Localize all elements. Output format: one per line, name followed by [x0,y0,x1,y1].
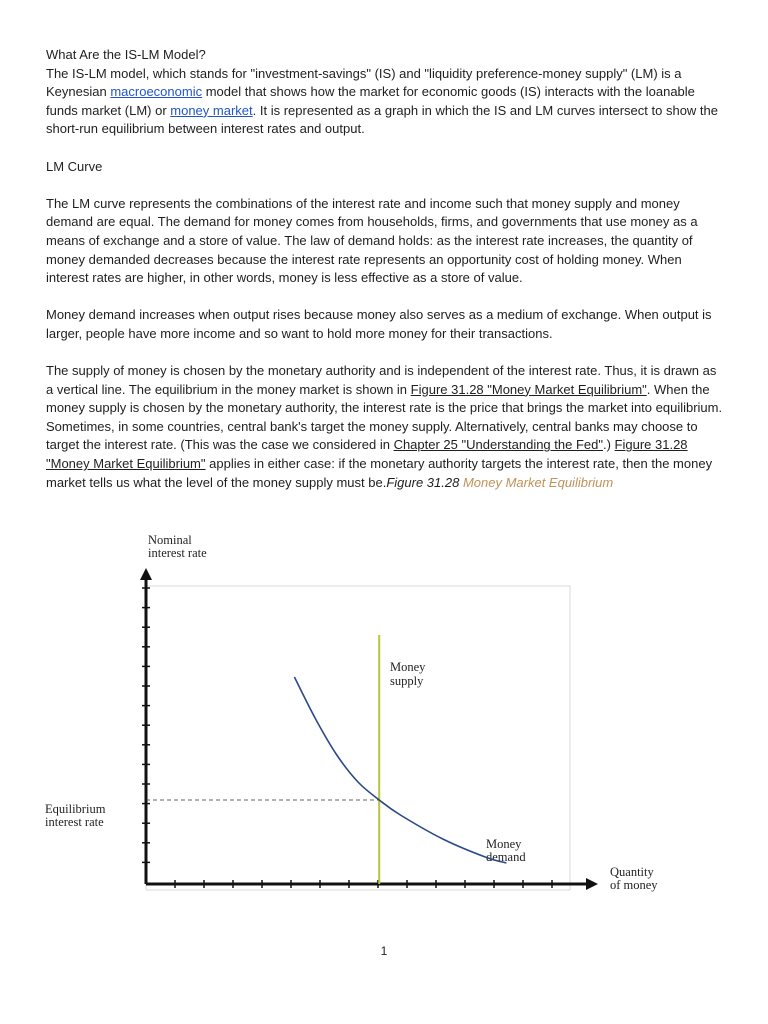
equilibrium-label-line-1: Equilibrium [45,802,106,816]
section-title: LM Curve [46,158,103,174]
money-demand-label-line-2: demand [486,850,526,864]
equilibrium-label-line-2: interest rate [45,815,104,829]
figure-label: Figure 31.28 [386,474,460,490]
money-market-chart [40,530,730,910]
lm-paragraph-3 [46,362,726,492]
page-heading: What Are the IS-LM Model? [46,47,206,62]
y-axis-arrow [140,568,152,580]
p3-text-3: .) [602,437,615,453]
p3-text-2: . When the money supply is chosen by the monetary authority, the interest rate is the price that brings the market into equilibrium. Sometimes, in some countries, central bank's target the money supply. Alternatively, central banks may choose to target the interest rate. (This was the case we considered in [46,381,723,453]
x-axis-label-line-1: Quantity [610,865,654,879]
y-axis-label-line-1: Nominal [148,533,192,547]
figure-link-2[interactable]: Figure 31.28 "Money Market Equilibrium" [46,437,688,472]
lm-paragraph-1: The LM curve represents the combinations of the interest rate and income such that money supply and money demand are equal. The demand for money comes from households, firms, and governments that use money as a means of exchange and a store of value. The law of demand holds: as the interest rate increases, the quantity of money demanded decreases because the interest rate represents an opportunity cost of holding money. When interest rates are higher, in other words, money is less effective as a store of value. [46,195,698,286]
money-supply-label-line-2: supply [390,674,424,688]
figure-link-1[interactable]: Figure 31.28 "Money Market Equilibrium" [410,381,647,397]
money-supply-label-line-1: Money [390,660,426,674]
chapter-25-link[interactable]: Chapter 25 "Understanding the Fed" [393,437,603,453]
intro-text-2: model that shows how the market for economic goods (IS) interacts with the loanable funds market (LM) or [46,84,695,118]
money-market-link[interactable]: money market [170,102,253,118]
p3-text-4: applies in either case: if the monetary authority targets the interest rate, then the money market tells us what the level of the money supply must be. [46,456,713,490]
page-number: 1 [380,944,388,958]
macroeconomic-link[interactable]: macroeconomic [110,84,203,100]
chart-svg [40,530,730,910]
intro-text-1: The IS-LM model, which stands for "investment-savings" (IS) and "liquidity preference-money supply" (LM) is a Keynesian [46,65,682,100]
x-axis-label-line-2: of money [610,878,658,892]
x-axis-arrow [586,878,598,890]
figure-title: Money Market Equilibrium [459,474,614,490]
money-demand-label-line-1: Money [486,837,522,851]
intro-paragraph [46,65,726,139]
lm-paragraph-2: Money demand increases when output rises because money also serves as a medium of exchange. When output is larger, people have more income and so want to hold more money for their transactions. [46,307,712,341]
p3-text-1: The supply of money is chosen by the monetary authority and is independent of the interest rate. Thus, it is drawn as a vertical line. The equilibrium in the money market is shown in [46,363,717,397]
document-body [46,46,726,492]
intro-text-3: . It is represented as a graph in which the IS and LM curves intersect to show the short-run equilibrium between interest rates and output. [46,102,718,137]
y-axis-label-line-2: interest rate [148,546,207,560]
